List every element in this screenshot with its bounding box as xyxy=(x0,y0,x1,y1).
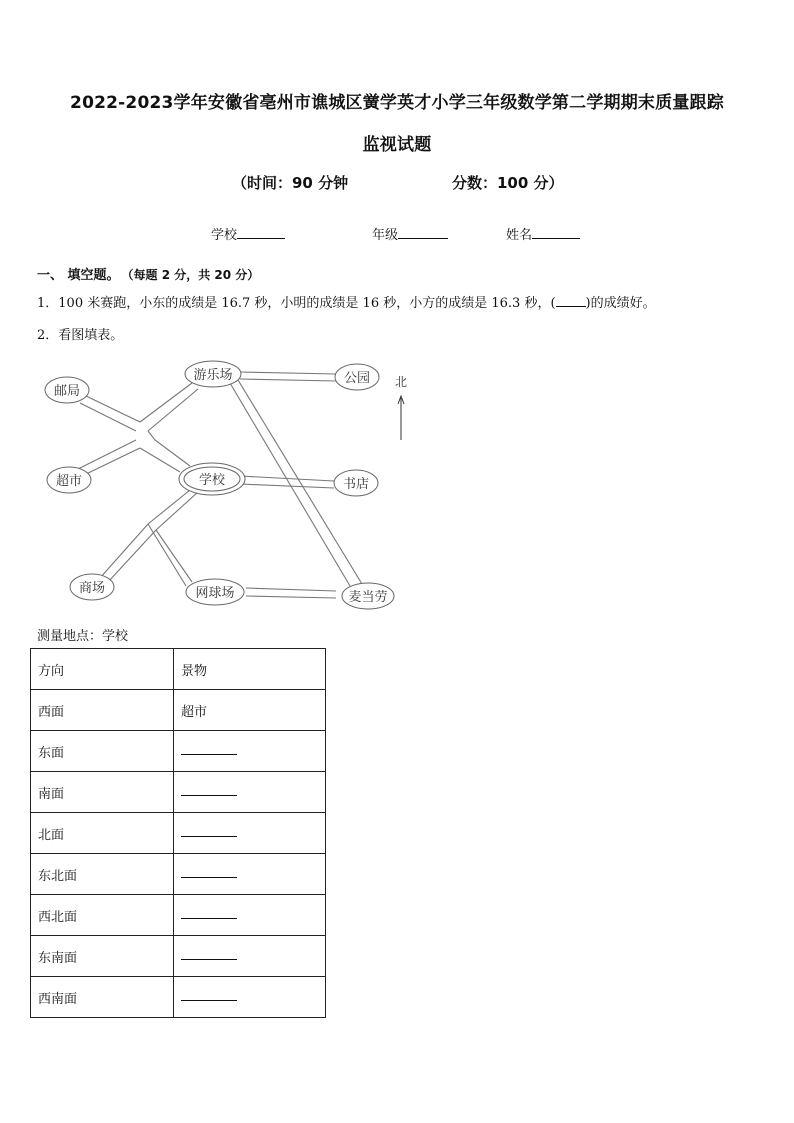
exam-title-line2: 监视试题 xyxy=(362,135,432,155)
measure-point: 测量地点：学校 xyxy=(37,629,129,644)
school-field-label: 学校 xyxy=(211,228,238,243)
answer-blank[interactable] xyxy=(181,826,237,837)
label-amusement-park: 游乐场 xyxy=(193,368,233,383)
section-heading xyxy=(37,264,259,283)
table-row xyxy=(31,854,326,895)
exam-score: 分数：100 分） xyxy=(452,174,564,192)
exam-title-line1: 2022-2023学年安徽省亳州市谯城区黉学英才小学三年级数学第二学期期末质量跟踪 xyxy=(70,93,724,113)
road-junction-mall xyxy=(100,524,156,582)
road-school-sw xyxy=(148,490,198,530)
table-row xyxy=(31,977,326,1018)
road-post-junction xyxy=(80,395,140,431)
road-amusement-park xyxy=(240,372,336,381)
direction-cell: 西面 xyxy=(31,690,174,731)
direction-map xyxy=(0,350,440,625)
scene-cell: 超市 xyxy=(174,690,326,731)
answer-blank[interactable] xyxy=(181,908,237,919)
road-school-bookstore xyxy=(240,476,334,488)
table-row xyxy=(31,936,326,977)
answer-blank[interactable] xyxy=(181,744,237,755)
label-bookstore: 书店 xyxy=(342,477,370,492)
exam-time: （时间：90 分钟 xyxy=(232,174,349,192)
scene-cell[interactable] xyxy=(174,936,326,977)
answer-blank[interactable] xyxy=(181,949,237,960)
north-arrow-icon xyxy=(395,375,407,440)
label-mcdonalds: 麦当劳 xyxy=(348,590,388,605)
section-note: （每题 2 分，共 20 分） xyxy=(127,268,260,282)
table-header-row xyxy=(31,649,326,690)
scene-cell[interactable] xyxy=(174,772,326,813)
direction-cell: 西北面 xyxy=(31,895,174,936)
question-1-blank[interactable] xyxy=(556,294,586,307)
road-junction-tennis xyxy=(148,524,192,586)
label-supermarket: 超市 xyxy=(55,474,83,489)
name-field-blank[interactable] xyxy=(532,225,580,239)
label-tennis-court: 网球场 xyxy=(195,586,235,601)
scene-cell[interactable] xyxy=(174,813,326,854)
table-row xyxy=(31,813,326,854)
table-row xyxy=(31,895,326,936)
grade-field-blank[interactable] xyxy=(398,225,448,239)
question-2: 2．看图填表。 xyxy=(37,328,124,343)
question-1-text-after: )的成绩好。 xyxy=(585,296,656,311)
table-row xyxy=(31,772,326,813)
direction-cell: 西南面 xyxy=(31,977,174,1018)
road-junction-amusement xyxy=(140,383,198,431)
road-tennis-mcdonalds xyxy=(246,588,336,598)
scene-cell[interactable] xyxy=(174,977,326,1018)
direction-cell: 东面 xyxy=(31,731,174,772)
answer-blank[interactable] xyxy=(181,867,237,878)
table-row xyxy=(31,731,326,772)
grade-field-label: 年级 xyxy=(372,228,399,243)
label-mall: 商场 xyxy=(78,581,106,596)
scene-cell[interactable] xyxy=(174,895,326,936)
direction-table xyxy=(30,648,326,1018)
section-title: 一、 填空题。 xyxy=(37,268,120,283)
scene-cell[interactable] xyxy=(174,731,326,772)
road-market-junction xyxy=(76,440,140,476)
school-field[interactable] xyxy=(211,224,285,243)
label-park: 公园 xyxy=(343,371,371,386)
direction-cell: 东南面 xyxy=(31,936,174,977)
direction-cell: 南面 xyxy=(31,772,174,813)
table-row xyxy=(31,690,326,731)
north-label: 北 xyxy=(394,375,408,389)
answer-blank[interactable] xyxy=(181,990,237,1001)
scene-cell[interactable] xyxy=(174,854,326,895)
road-junction-school xyxy=(140,431,190,472)
school-field-blank[interactable] xyxy=(237,225,285,239)
answer-blank[interactable] xyxy=(181,785,237,796)
label-post-office: 邮局 xyxy=(53,384,81,399)
name-field-label: 姓名 xyxy=(506,228,533,243)
label-school: 学校 xyxy=(198,473,226,488)
grade-field[interactable] xyxy=(372,224,448,243)
name-field[interactable] xyxy=(506,224,580,243)
header-direction: 方向 xyxy=(31,649,174,690)
header-scene: 景物 xyxy=(174,649,326,690)
direction-cell: 东北面 xyxy=(31,854,174,895)
direction-cell: 北面 xyxy=(31,813,174,854)
question-1 xyxy=(37,292,656,311)
question-1-text-before: 1．100 米赛跑，小东的成绩是 16.7 秒，小明的成绩是 16 秒，小方的成绩是 16.3 秒，( xyxy=(37,296,556,311)
